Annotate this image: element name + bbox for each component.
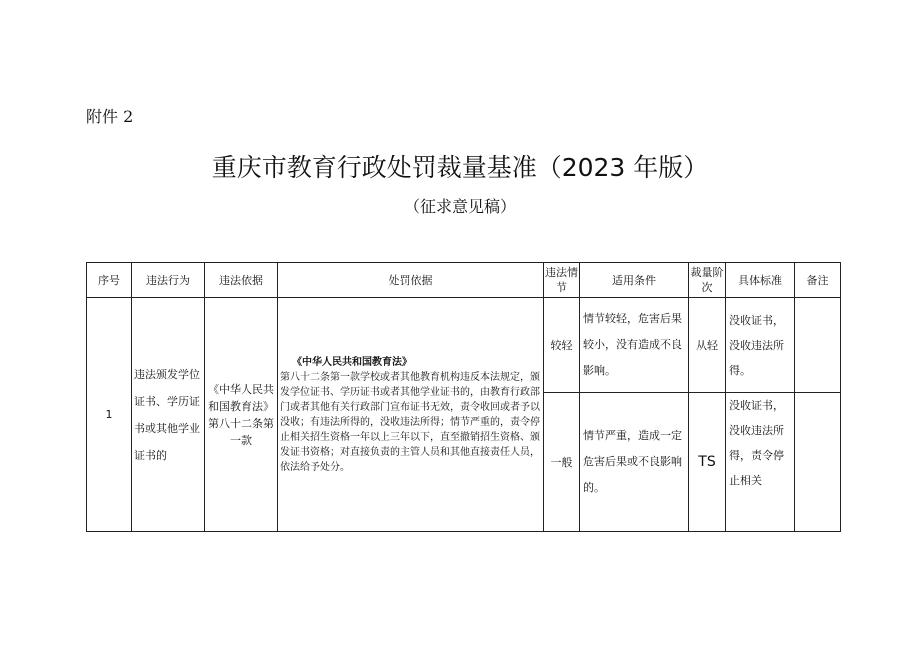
standard-general: 没收证书，没收违法所得，责令停止相关: [726, 393, 795, 532]
col-header-circumstance: 违法情节: [544, 263, 580, 298]
legal-basis: 《中华人民共和国教育法》第八十二条第一款: [205, 298, 278, 532]
col-header-level: 裁量阶次: [689, 263, 726, 298]
col-header-standard: 具体标准: [726, 263, 795, 298]
circumstance-light: 较轻: [544, 298, 580, 393]
violation-behavior: 违法颁发学位证书、学历证书或其他学业证书的: [132, 298, 205, 532]
col-header-legal-basis: 违法依据: [205, 263, 278, 298]
level-general: TS: [689, 393, 726, 532]
document-subtitle: （征求意见稿）: [403, 197, 516, 216]
standard-light: 没收证书，没收违法所得。: [726, 298, 795, 393]
penalty-law-text: 第八十二条第一款学校或者其他教育机构违反本法规定，颁发学位证书、学历证书或者其他学业证书的，由教育行政部门或者其他有关行政部门宣布证书无效，责令收回或者予以没收；有违法所得的，没收违法所得；情节严重的，责令停止相关招生资格一年以上三年以下，直至撤销招生资格、颁发证书资格；对直接负责的主管人员和其他直接责任人员，依法给予处分。: [280, 371, 540, 473]
document-title: 重庆市教育行政处罚裁量基准（2023 年版）: [211, 153, 709, 182]
penalty-law-title: 《中华人民共和国教育法》: [292, 356, 412, 368]
condition-light: 情节较轻，危害后果较小，没有造成不良影响。: [580, 298, 689, 393]
table-header-row: [87, 263, 841, 298]
row-number: 1: [87, 298, 132, 532]
condition-general: 情节严重，造成一定危害后果或不良影响的。: [580, 393, 689, 532]
penalty-table: [86, 262, 841, 532]
note-light: [795, 298, 841, 393]
col-header-behavior: 违法行为: [132, 263, 205, 298]
col-header-condition: 适用条件: [580, 263, 689, 298]
level-light: 从轻: [689, 298, 726, 393]
col-header-note: 备注: [795, 263, 841, 298]
note-general: [795, 393, 841, 532]
attachment-label: 附件 2: [86, 107, 134, 126]
circumstance-general: 一般: [544, 393, 580, 532]
penalty-basis: [278, 298, 544, 532]
col-header-penalty-basis: 处罚依据: [278, 263, 544, 298]
table-row: [87, 298, 841, 393]
col-header-no: 序号: [87, 263, 132, 298]
